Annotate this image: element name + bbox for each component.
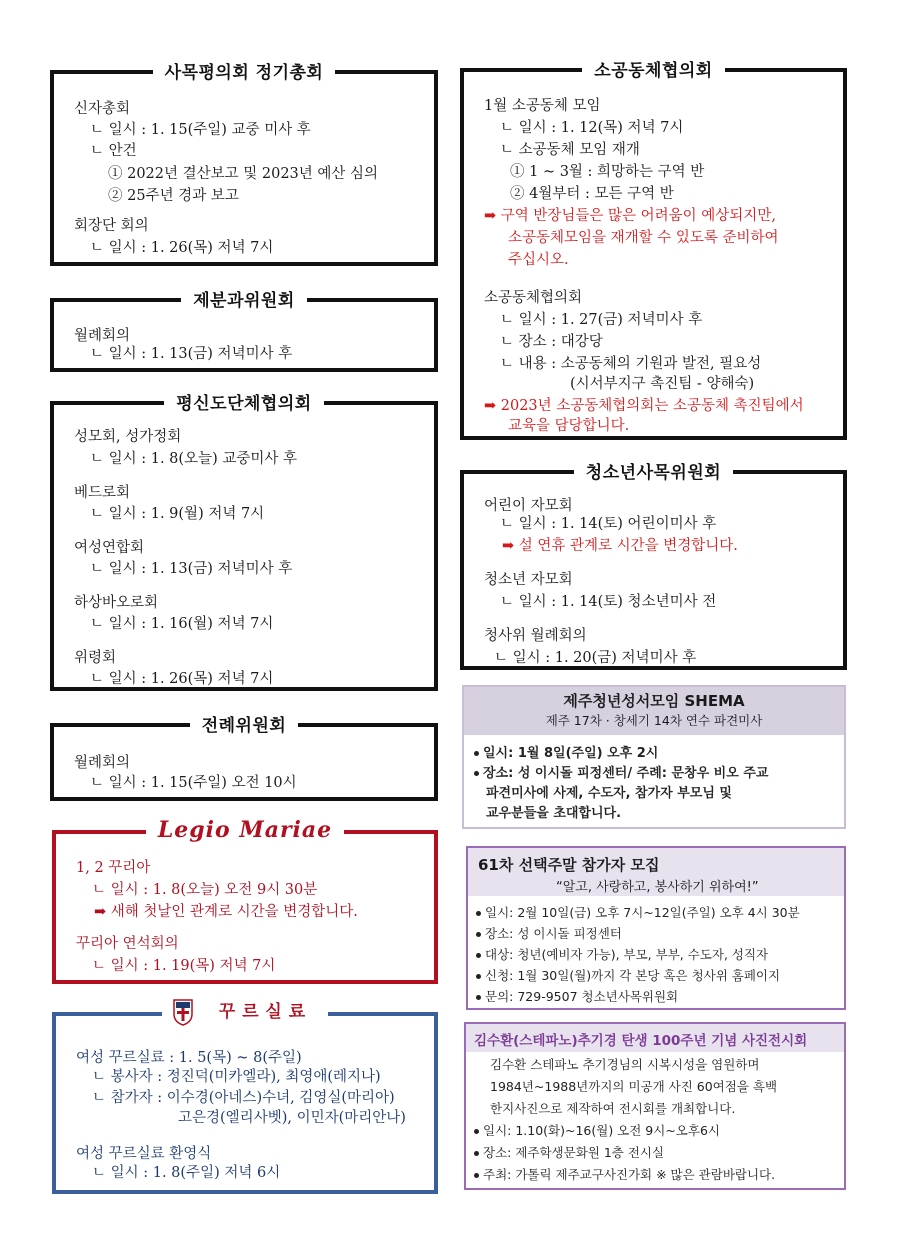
small-community-box — [460, 61, 847, 440]
liturgy-committee-title: 전례위원회 — [190, 716, 299, 736]
lay-line-9: 위령회 — [74, 650, 117, 666]
cursillo-emblem-icon — [172, 998, 194, 1026]
shema-line-3: 파견미사에 사제, 수도자, 참가자 부모님 및 — [486, 786, 732, 801]
bullet-icon — [474, 1129, 479, 1134]
jebun-line-1: 월례회의 — [74, 328, 131, 344]
pastoral-line-1: 신자총회 — [74, 101, 131, 117]
jebun-committee-title: 제분과위원회 — [181, 291, 307, 311]
youth-line-1: 어린이 자모회 — [484, 498, 573, 514]
youth-line-6: 청사위 월례회의 — [484, 628, 587, 644]
pastoral-line-6: 회장단 회의 — [74, 218, 149, 234]
pastoral-council-box — [50, 63, 438, 266]
pastoral-line-2: ㄴ 일시 : 1. 15(주일) 교중 미사 후 — [90, 122, 311, 138]
liturgy-committee-box — [50, 716, 438, 801]
liturgy-line-1: 월례회의 — [74, 755, 131, 771]
lay-line-10: ㄴ 일시 : 1. 26(목) 저녁 7시 — [90, 671, 274, 687]
cursillo-line-6: ㄴ 일시 : 1. 8(주일) 저녁 6시 — [92, 1165, 281, 1181]
sogong-line-4: ① 1 ~ 3월 : 희망하는 구역 반 — [510, 164, 705, 180]
liturgy-line-2: ㄴ 일시 : 1. 15(주일) 오전 10시 — [90, 775, 297, 791]
sogong-line-15: 교육을 담당합니다. — [508, 418, 630, 434]
legio-line-1: 1, 2 꾸리아 — [76, 860, 151, 876]
retreat-line-2: 장소: 성 이시돌 피정센터 — [485, 926, 622, 941]
sogong-line-3: ㄴ 소공동체 모임 재개 — [500, 142, 640, 158]
shema-subtitle: 제주 17차 · 창세기 14차 연수 파견미사 — [545, 713, 763, 728]
youth-line-5: ㄴ 일시 : 1. 14(토) 청소년미사 전 — [500, 594, 717, 610]
youth-line-3: ➡ 설 연휴 관계로 시간을 변경합니다. — [502, 538, 738, 554]
lay-association-box — [50, 394, 438, 691]
shema-line-4: 교우분들을 초대합니다. — [486, 806, 622, 821]
cursillo-line-2: ㄴ 봉사자 : 정진덕(미카엘라), 최영애(레지나) — [92, 1069, 381, 1085]
sogong-line-10: ㄴ 일시 : 1. 27(금) 저녁미사 후 — [500, 312, 703, 328]
sogong-line-2: ㄴ 일시 : 1. 12(목) 저녁 7시 — [500, 120, 684, 136]
retreat-line-5: 문의: 729-9507 청소년사목위원회 — [485, 989, 679, 1004]
photo-line-4: 일시: 1.10(화)~16(월) 오전 9시~오후6시 — [483, 1123, 720, 1138]
legio-mariae-box — [52, 817, 438, 984]
legio-line-5: ㄴ 일시 : 1. 19(목) 저녁 7시 — [92, 958, 276, 974]
retreat-line-4: 신청: 1월 30일(월)까지 각 본당 혹은 청사위 홈페이지 — [485, 968, 781, 983]
legio-line-4: 꾸리아 연석회의 — [76, 936, 179, 952]
pastoral-line-5: ② 25주년 경과 보고 — [108, 188, 239, 204]
legio-line-3: ➡ 새해 첫날인 관계로 시간을 변경합니다. — [94, 904, 358, 920]
sogong-line-1: 1월 소공동체 모임 — [484, 98, 601, 114]
sogong-line-9: 소공동체협의회 — [484, 290, 583, 306]
lay-line-6: ㄴ 일시 : 1. 13(금) 저녁미사 후 — [90, 561, 293, 577]
cursillo-title: 꾸 르 실 료 — [207, 1002, 318, 1022]
bullet-icon — [474, 1173, 479, 1178]
bullet-icon — [476, 911, 481, 916]
bullet-icon — [476, 995, 481, 1000]
shema-title: 제주청년성서모임 SHEMA — [563, 692, 745, 710]
cursillo-box — [52, 1002, 438, 1194]
shema-line-1: 일시: 1월 8일(주일) 오후 2시 — [483, 746, 659, 761]
small-community-title: 소공동체협의회 — [582, 61, 724, 81]
photo-exhibition-title: 김수환(스테파노)추기경 탄생 100주년 기념 사진전시회 — [474, 1033, 808, 1049]
pastoral-council-title: 사목평의회 정기총회 — [153, 63, 336, 83]
youth-ministry-title: 청소년사목위원회 — [574, 463, 733, 483]
pastoral-line-7: ㄴ 일시 : 1. 26(목) 저녁 7시 — [90, 240, 274, 256]
shema-promo — [462, 685, 846, 829]
sogong-line-7: 소공동체모임을 재개할 수 있도록 준비하여 — [508, 230, 779, 246]
photo-line-5: 장소: 제주학생문화원 1층 전시실 — [483, 1145, 665, 1160]
cursillo-line-1: 여성 꾸르실료 : 1. 5(목) ~ 8(주일) — [76, 1050, 302, 1066]
youth-line-7: ㄴ 일시 : 1. 20(금) 저녁미사 후 — [494, 650, 697, 666]
retreat-subtitle: “알고, 사랑하고, 봉사하기 위하여!” — [556, 880, 759, 895]
retreat-promo — [466, 846, 846, 1010]
bullet-icon — [476, 953, 481, 958]
bullet-icon — [474, 1151, 479, 1156]
cursillo-line-4: 고은경(엘리사벳), 이민자(마리안나) — [178, 1110, 406, 1126]
legio-line-2: ㄴ 일시 : 1. 8(오늘) 오전 9시 30분 — [92, 882, 318, 898]
retreat-line-1: 일시: 2월 10일(금) 오후 7시~12일(주일) 오후 4시 30분 — [485, 905, 800, 920]
jebun-line-2: ㄴ 일시 : 1. 13(금) 저녁미사 후 — [90, 346, 293, 362]
lay-line-2: ㄴ 일시 : 1. 8(오늘) 교중미사 후 — [90, 451, 297, 467]
photo-line-1: 김수환 스테파노 추기경님의 시복시성을 염원하며 — [490, 1057, 760, 1072]
lay-line-1: 성모회, 성가정회 — [74, 429, 182, 445]
photo-exhibition-promo — [464, 1022, 846, 1190]
bullet-icon — [476, 932, 481, 937]
cursillo-line-5: 여성 꾸르실료 환영식 — [76, 1146, 212, 1162]
youth-ministry-box — [460, 463, 847, 670]
retreat-line-3: 대상: 청년(예비자 가능), 부모, 부부, 수도자, 성직자 — [485, 947, 769, 962]
sogong-line-6: ➡ 구역 반장님들은 많은 어려움이 예상되지만, — [484, 208, 776, 224]
photo-line-2: 1984년~1988년까지의 미공개 사진 60여점을 흑백 — [490, 1079, 778, 1094]
shema-line-2: 장소: 성 이시돌 피정센터/ 주례: 문창우 비오 주교 — [483, 766, 769, 781]
lay-line-8: ㄴ 일시 : 1. 16(월) 저녁 7시 — [90, 616, 274, 632]
lay-line-5: 여성연합회 — [74, 540, 145, 556]
pastoral-line-4: ① 2022년 결산보고 및 2023년 예산 심의 — [108, 166, 379, 182]
legio-mariae-title: Legio Mariae — [146, 817, 344, 843]
bullet-icon — [474, 771, 479, 776]
retreat-title: 61차 선택주말 참가자 모집 — [478, 856, 660, 874]
sogong-line-8: 주십시오. — [508, 252, 569, 268]
photo-line-3: 한지사진으로 제작하여 전시회를 개최합니다. — [490, 1101, 736, 1116]
lay-association-title: 평신도단체협의회 — [164, 394, 323, 414]
lay-line-4: ㄴ 일시 : 1. 9(월) 저녁 7시 — [90, 506, 265, 522]
sogong-line-5: ② 4월부터 : 모든 구역 반 — [510, 186, 674, 202]
sogong-line-11: ㄴ 장소 : 대강당 — [500, 334, 603, 350]
sogong-line-12: ㄴ 내용 : 소공동체의 기원과 발전, 필요성 — [500, 356, 762, 372]
lay-line-3: 베드로회 — [74, 485, 131, 501]
cursillo-line-3: ㄴ 참가자 : 이수경(아네스)수녀, 김영실(마리아) — [92, 1090, 395, 1106]
sogong-line-14: ➡ 2023년 소공동체협의회는 소공동체 촉진팀에서 — [484, 398, 804, 414]
bullet-icon — [474, 751, 479, 756]
youth-line-4: 청소년 자모회 — [484, 572, 573, 588]
jebun-committee-box — [50, 291, 438, 372]
youth-line-2: ㄴ 일시 : 1. 14(토) 어린이미사 후 — [500, 516, 717, 532]
bullet-icon — [476, 974, 481, 979]
lay-line-7: 하상바오로회 — [74, 595, 159, 611]
photo-line-6: 주최: 가톨릭 제주교구사진가회 ※ 많은 관람바랍니다. — [483, 1167, 776, 1182]
sogong-line-13: (시서부지구 촉진팀 - 양해숙) — [570, 376, 755, 392]
pastoral-line-3: ㄴ 안건 — [90, 143, 137, 159]
